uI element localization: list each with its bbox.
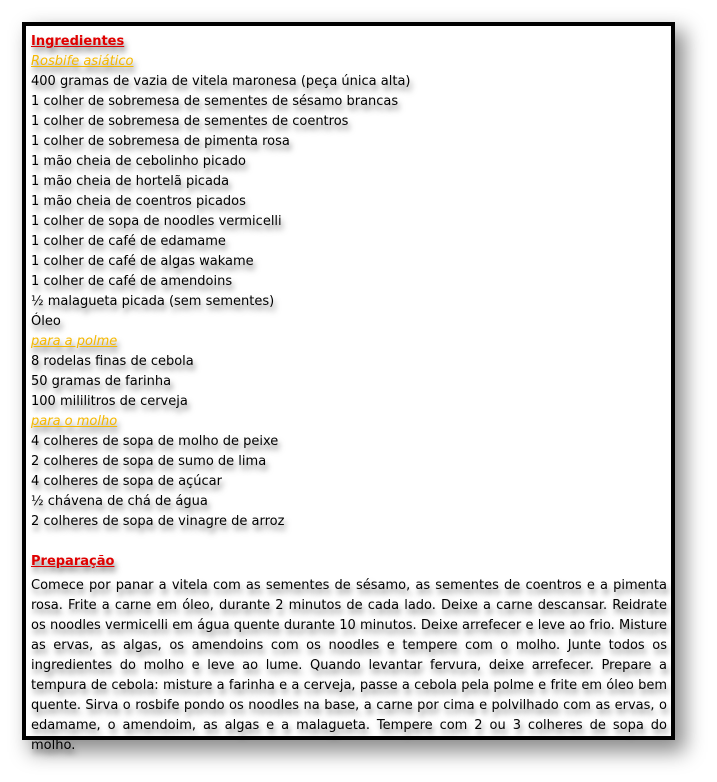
recipe-content (31, 32, 667, 756)
ingredient-item: 50 gramas de farinha (31, 374, 172, 389)
ingredient-item: 2 colheres de sopa de vinagre de arroz (31, 514, 285, 529)
ingredient-item: 100 mililitros de cerveja (31, 394, 188, 409)
section-heading-molho: para o molho (31, 414, 118, 429)
ingredient-item: 1 colher de café de edamame (31, 234, 226, 249)
ingredient-item: Óleo (31, 314, 61, 329)
ingredient-item: 1 colher de sobremesa de sementes de sésamo brancas (31, 94, 399, 109)
ingredient-item: 1 colher de sopa de noodles vermicelli (31, 214, 282, 229)
ingredient-item: ½ chávena de chá de água (31, 494, 208, 509)
ingredient-item: 1 mão cheia de cebolinho picado (31, 154, 246, 169)
ingredient-item: 1 mão cheia de coentros picados (31, 194, 246, 209)
preparation-title: Preparação (31, 554, 115, 569)
ingredient-item: 1 colher de café de amendoins (31, 274, 233, 289)
ingredient-item: 1 mão cheia de hortelã picada (31, 174, 230, 189)
ingredient-item: 4 colheres de sopa de molho de peixe (31, 434, 279, 449)
preparation-text: Comece por panar a vitela com as sementes de sésamo, as sementes de coentros e a pimenta rosa. Frite a carne em óleo, durante 2 minutos de cada lado. Deixe a carne descansar. Reidrate os noodles vermicelli em água quente durante 10 minutos. Deixe arrefecer e leve ao frio. Misture as ervas, as algas, os amendoins com os noodles e tempere com o molho. Junte todos os ingredientes do molho e leve ao lume. Quando levantar fervura, deixe arrefecer. Prepare a tempura de cebola: misture a farinha e a cerveja, passe a cebola pela polme e frite em óleo bem quente. Sirva o rosbife pondo os noodles na base, a carne por cima e polvilhado com as ervas, o edamame, o amendoim, as algas e a malagueta. Tempere com 2 ou 3 colheres de sopa do molho. (31, 578, 667, 753)
section-heading-polme: para a polme (31, 334, 118, 349)
ingredient-item: 1 colher de sobremesa de pimenta rosa (31, 134, 290, 149)
ingredient-item: 2 colheres de sopa de sumo de lima (31, 454, 267, 469)
ingredient-item: 1 colher de sobremesa de sementes de coentros (31, 114, 349, 129)
ingredients-title: Ingredientes (31, 34, 125, 49)
ingredient-item: 8 rodelas finas de cebola (31, 354, 194, 369)
ingredient-item: ½ malagueta picada (sem sementes) (31, 294, 275, 309)
ingredient-item: 400 gramas de vazia de vitela maronesa (peça única alta) (31, 74, 411, 89)
ingredient-item: 1 colher de café de algas wakame (31, 254, 254, 269)
section-spacer (31, 532, 667, 552)
ingredient-item: 4 colheres de sopa de açúcar (31, 474, 222, 489)
section-heading-rosbife: Rosbife asiático (31, 54, 134, 69)
recipe-frame (22, 22, 675, 753)
